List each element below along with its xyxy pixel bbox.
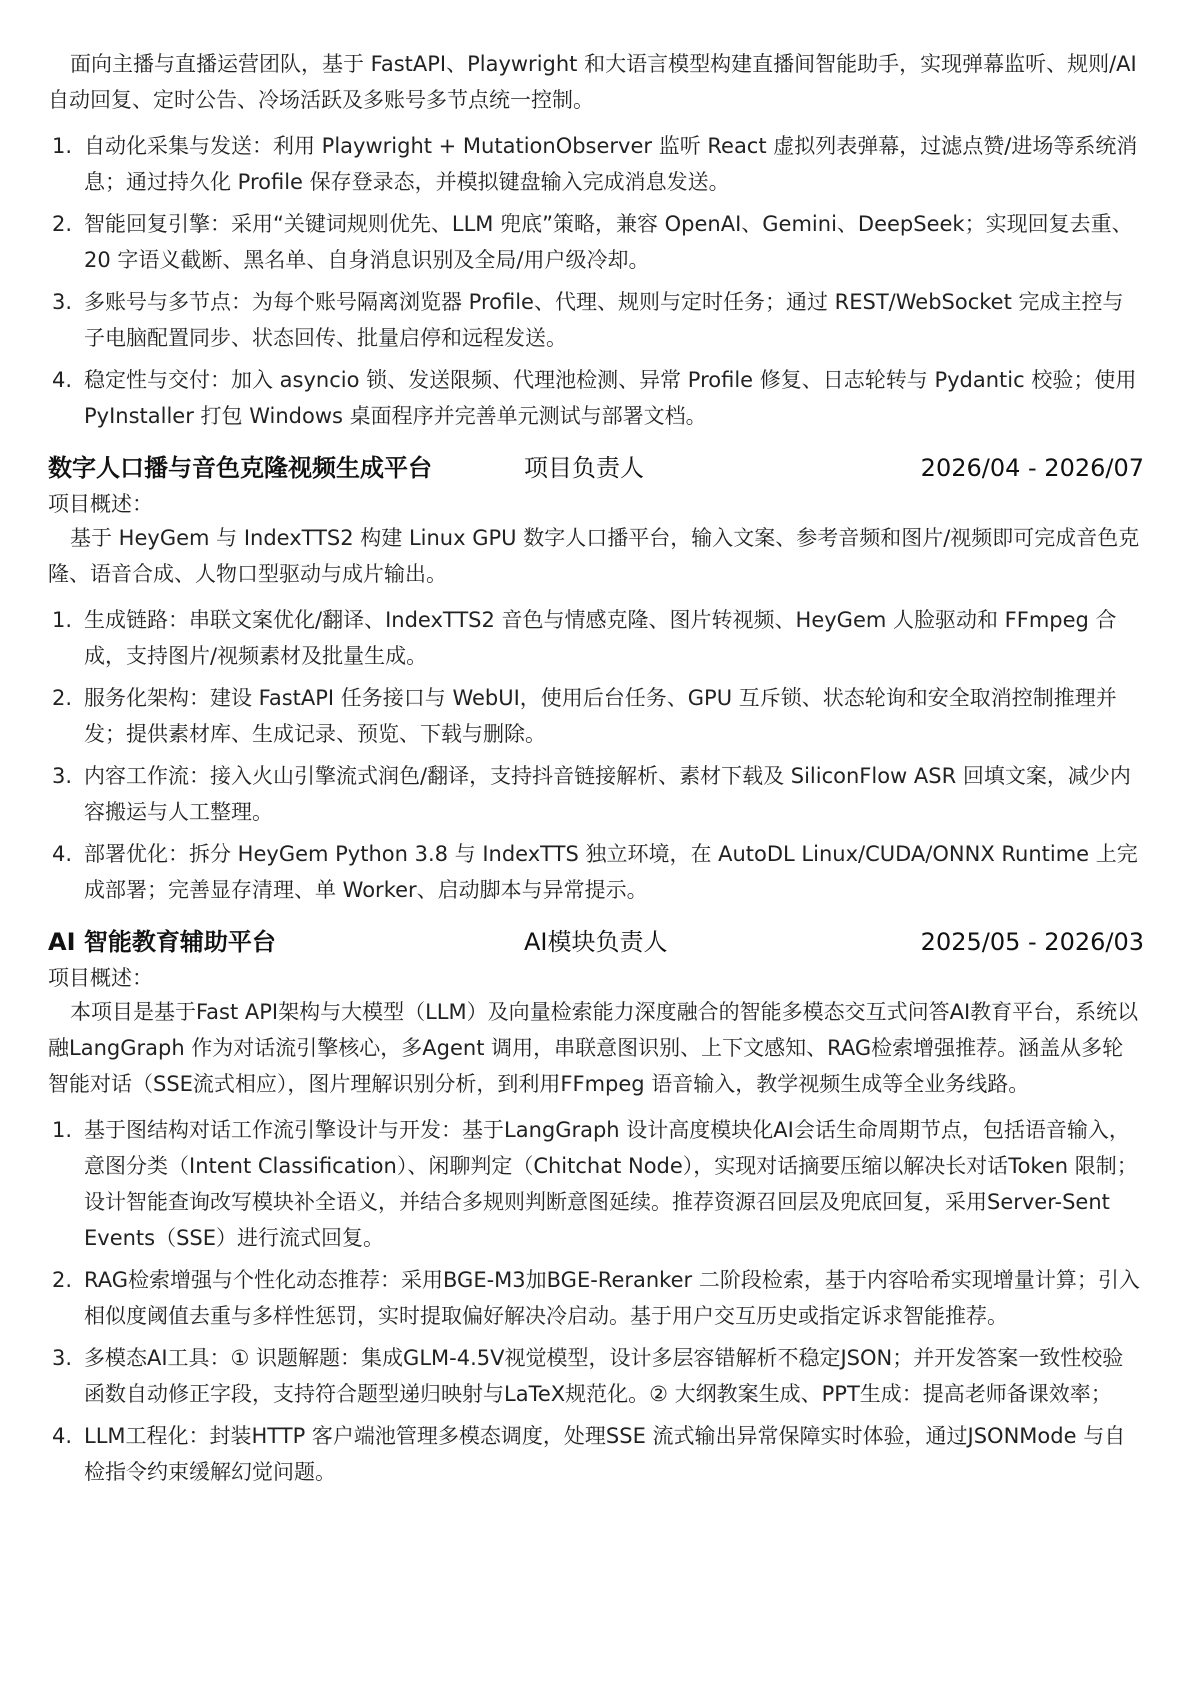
project-digital-human — [48, 448, 1144, 908]
project-item-list — [48, 1112, 1144, 1490]
item-number: 4. — [52, 368, 73, 392]
project-role: 项目负责人 — [524, 454, 644, 482]
item-number: 1. — [52, 134, 73, 158]
item-text: 生成链路：串联文案优化/翻译、IndexTTS2 音色与情感克隆、图片转视频、HeyGem 人脸驱动和 FFmpeg 合成，支持图片/视频素材及批量生成。 — [84, 608, 1117, 668]
item-number: 2. — [52, 686, 73, 710]
project-intro: 面向主播与直播运营团队，基于 FastAPI、Playwright 和大语言模型构建直播间智能助手，实现弹幕监听、规则/AI 自动回复、定时公告、冷场活跃及多账号多节点统一控制。 — [48, 52, 1137, 112]
item-text: 内容工作流：接入火山引擎流式润色/翻译，支持抖音链接解析、素材下载及 SiliconFlow ASR 回填文案，减少内容搬运与人工整理。 — [84, 764, 1131, 824]
list-item — [48, 284, 1144, 356]
list-item — [48, 1418, 1144, 1490]
project-name: 数字人口播与音色克隆视频生成平台 — [48, 454, 432, 482]
item-text: 部署优化：拆分 HeyGem Python 3.8 与 IndexTTS 独立环境，在 AutoDL Linux/CUDA/ONNX Runtime 上完成部署；完善显存清理、单 Worker、启动脚本与异常提示。 — [84, 842, 1138, 902]
item-number: 1. — [52, 608, 73, 632]
item-number: 3. — [52, 290, 73, 314]
list-item — [48, 602, 1144, 674]
item-number: 4. — [52, 842, 73, 866]
item-text: 基于图结构对话工作流引擎设计与开发：基于LangGraph 设计高度模块化AI会话生命周期节点，包括语音输入，意图分类（Intent Classification）、闲聊判定（Chitchat Node），实现对话摘要压缩以解决长对话Token 限制；设计智能查询改写模块补全语义，并结合多规则判断意图延续。推荐资源召回层及兜底回复，采用Server-Sent Events（SSE）进行流式回复。 — [84, 1118, 1138, 1250]
project-item-list — [48, 602, 1144, 908]
item-number: 2. — [52, 212, 73, 236]
project-ai-education — [48, 922, 1144, 1490]
project-intro: 本项目是基于Fast API架构与大模型（LLM）及向量检索能力深度融合的智能多模态交互式问答AI教育平台，系统以融LangGraph 作为对话流引擎核心，多Agent 调用，串联意图识别、上下文感知、RAG检索增强推荐。涵盖从多轮智能对话（SSE流式相应），图片理解识别分析，到利用FFmpeg 语音输入，教学视频生成等全业务线路。 — [48, 1000, 1139, 1096]
item-text: 稳定性与交付：加入 asyncio 锁、发送限频、代理池检测、异常 Profile 修复、日志轮转与 Pydantic 校验；使用 PyInstaller 打包 Windows 桌面程序并完善单元测试与部署文档。 — [84, 368, 1137, 428]
item-text: RAG检索增强与个性化动态推荐：采用BGE-M3加BGE-Reranker 二阶段检索，基于内容哈希实现增量计算；引入相似度阈值去重与多样性惩罚，实时提取偏好解决冷启动。基于用户交互历史或指定诉求智能推荐。 — [84, 1268, 1140, 1328]
project-item-list — [48, 128, 1144, 434]
project-intro: 基于 HeyGem 与 IndexTTS2 构建 Linux GPU 数字人口播平台，输入文案、参考音频和图片/视频即可完成音色克隆、语音合成、人物口型驱动与成片输出。 — [48, 526, 1140, 586]
project-date: 2026/04 - 2026/07 — [920, 454, 1144, 482]
item-number: 3. — [52, 764, 73, 788]
item-text: 服务化架构：建设 FastAPI 任务接口与 WebUI，使用后台任务、GPU 互斥锁、状态轮询和安全取消控制推理并发；提供素材库、生成记录、预览、下载与删除。 — [84, 686, 1117, 746]
item-number: 4. — [52, 1424, 73, 1448]
item-number: 2. — [52, 1268, 73, 1292]
list-item — [48, 1112, 1144, 1256]
list-item — [48, 1340, 1144, 1412]
project-live-assistant — [48, 46, 1144, 434]
project-date: 2025/05 - 2026/03 — [920, 928, 1144, 956]
item-number: 1. — [52, 1118, 73, 1142]
item-text: LLM工程化：封装HTTP 客户端池管理多模态调度，处理SSE 流式输出异常保障实时体验，通过JSONMode 与自检指令约束缓解幻觉问题。 — [84, 1424, 1126, 1484]
project-header — [48, 922, 1144, 962]
list-item — [48, 680, 1144, 752]
overview-label: 项目概述： — [48, 966, 153, 990]
list-item — [48, 206, 1144, 278]
list-item — [48, 1262, 1144, 1334]
item-text: 多模态AI工具：① 识题解题：集成GLM-4.5V视觉模型，设计多层容错解析不稳定JSON；并开发答案一致性校验函数自动修正字段，支持符合题型递归映射与LaTeX规范化。② 大纲教案生成、PPT生成：提高老师备课效率； — [84, 1346, 1124, 1406]
project-name: AI 智能教育辅助平台 — [48, 928, 276, 956]
project-header — [48, 448, 1144, 488]
overview-label: 项目概述： — [48, 492, 153, 516]
list-item — [48, 128, 1144, 200]
item-text: 智能回复引擎：采用“关键词规则优先、LLM 兜底”策略，兼容 OpenAI、Gemini、DeepSeek；实现回复去重、20 字语义截断、黑名单、自身消息识别及全局/用户级冷却。 — [84, 212, 1133, 272]
list-item — [48, 836, 1144, 908]
list-item — [48, 758, 1144, 830]
item-text: 自动化采集与发送：利用 Playwright + MutationObserver 监听 React 虚拟列表弹幕，过滤点赞/进场等系统消息；通过持久化 Profile 保存登录态，并模拟键盘输入完成消息发送。 — [84, 134, 1138, 194]
list-item — [48, 362, 1144, 434]
item-number: 3. — [52, 1346, 73, 1370]
project-role: AI模块负责人 — [524, 928, 668, 956]
item-text: 多账号与多节点：为每个账号隔离浏览器 Profile、代理、规则与定时任务；通过 REST/WebSocket 完成主控与子电脑配置同步、状态回传、批量启停和远程发送。 — [84, 290, 1124, 350]
